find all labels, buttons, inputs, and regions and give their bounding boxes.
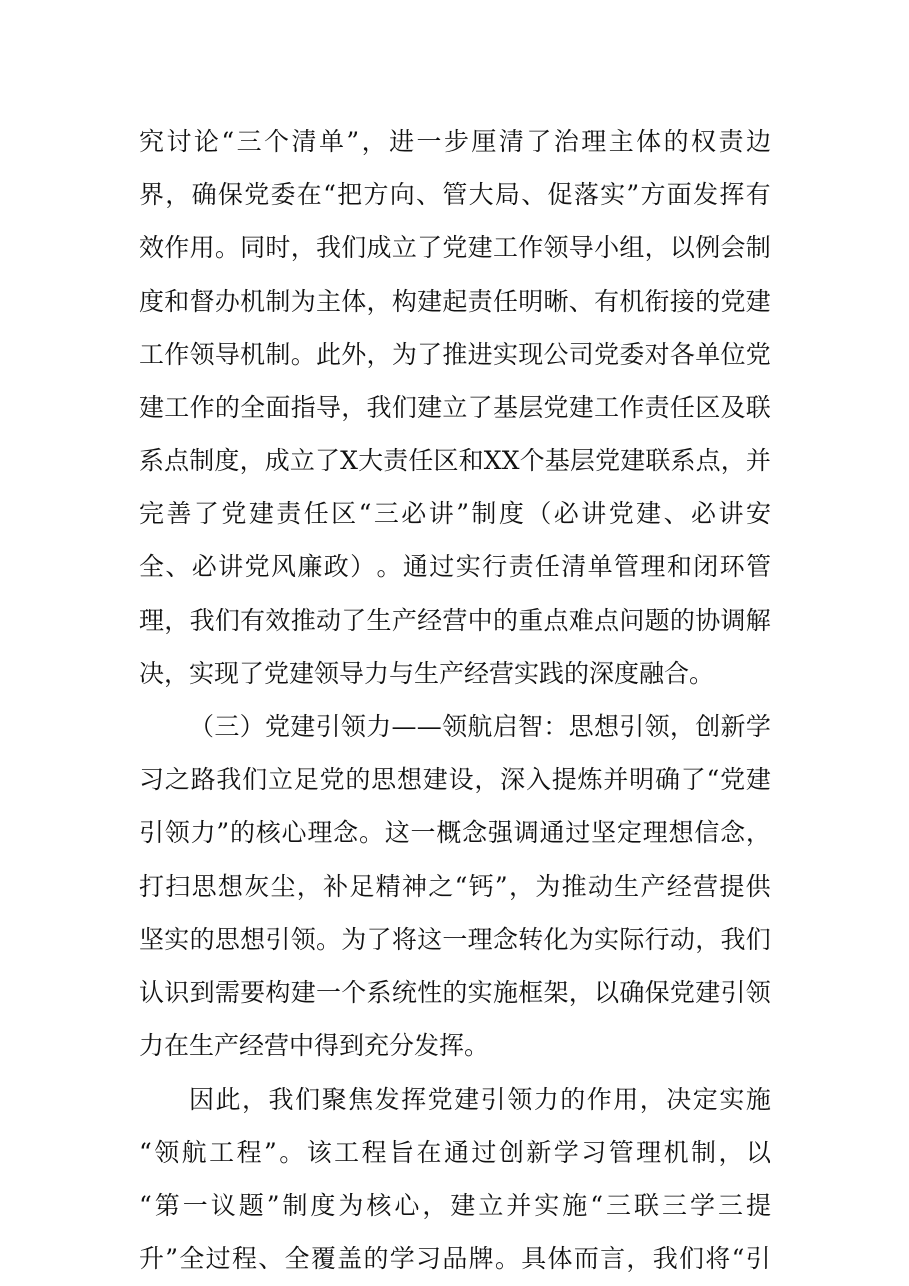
text-line: （ 三 ） 党 建 引 领 力 — — 领 航 启 智 ： 思 想 引 领 ， 创 新 学	[189, 712, 771, 741]
text-line: 完 善 了 党 建 责 任 区 “ 三 必 讲 ” 制 度 （ 必 讲 党 建 、 必 讲 安	[139, 499, 771, 528]
text-line: 认 识 到 需 要 构 建 一 个 系 统 性 的 实 施 框 架 ， 以 确 保 党 建 引 领	[139, 978, 771, 1007]
text-line: 决，实现了党建领导力与生产经营实践的深度融合。	[139, 659, 715, 688]
text-line: 因 此 ， 我 们 聚 焦 发 挥 党 建 引 领 力 的 作 用 ， 决 定 实 施	[189, 1085, 771, 1114]
text-line: 工 作 领 导 机 制 。 此 外 ， 为 了 推 进 实 现 公 司 党 委 对 各 单 位 党	[139, 340, 771, 369]
text-line: 打 扫 思 想 灰 尘 ， 补 足 精 神 之 “ 钙 ” ， 为 推 动 生 产 经 营 提 供	[139, 872, 771, 901]
text-line: 力在生产经营中得到充分发挥。	[139, 1031, 490, 1060]
text-line: 习 之 路 我 们 立 足 党 的 思 想 建 设 ， 深 入 提 炼 并 明 确 了 “ 党 建	[139, 765, 771, 794]
text-line: “ 第 一 议 题 ” 制 度 为 核 心 ， 建 立 并 实 施 “ 三 联 三 学 三 提	[139, 1191, 771, 1220]
text-line: 理 ， 我 们 有 效 推 动 了 生 产 经 营 中 的 重 点 难 点 问 题 的 协 调 解	[139, 606, 771, 635]
text-line: “ 领 航 工 程 ” 。 该 工 程 旨 在 通 过 创 新 学 习 管 理 机 制 ， 以	[139, 1138, 771, 1167]
text-line: 界 ， 确 保 党 委 在 “ 把 方 向 、 管 大 局 、 促 落 实 ” 方 面 发 挥 有	[139, 180, 771, 209]
text-line: 全 、 必 讲 党 风 廉 政 ） 。 通 过 实 行 责 任 清 单 管 理 和 闭 环 管	[139, 552, 771, 581]
text-line: 系 点 制 度 ， 成 立 了 X 大 责 任 区 和 X X 个 基 层 党 建 联 系 点 ， 并	[139, 446, 771, 475]
text-line: 升 ” 全 过 程 、 全 覆 盖 的 学 习 品 牌 。 具 体 而 言 ， 我 们 将 “ 引	[139, 1244, 771, 1273]
text-line: 度 和 督 办 机 制 为 主 体 ， 构 建 起 责 任 明 晰 、 有 机 衔 接 的 党 建	[139, 287, 771, 316]
text-line: 建 工 作 的 全 面 指 导 ， 我 们 建 立 了 基 层 党 建 工 作 责 任 区 及 联	[139, 393, 771, 422]
text-line: 坚 实 的 思 想 引 领 。 为 了 将 这 一 理 念 转 化 为 实 际 行 动 ， 我 们	[139, 925, 771, 954]
text-line: 究 讨 论 “ 三 个 清 单 ” ， 进 一 步 厘 清 了 治 理 主 体 的 权 责 边	[139, 127, 771, 156]
text-line: 引 领 力 ” 的 核 心 理 念 。 这 一 概 念 强 调 通 过 坚 定 理 想 信 念 ，	[139, 818, 771, 847]
text-line: 效 作 用 。 同 时 ， 我 们 成 立 了 党 建 工 作 领 导 小 组 ， 以 例 会 制	[139, 233, 771, 262]
